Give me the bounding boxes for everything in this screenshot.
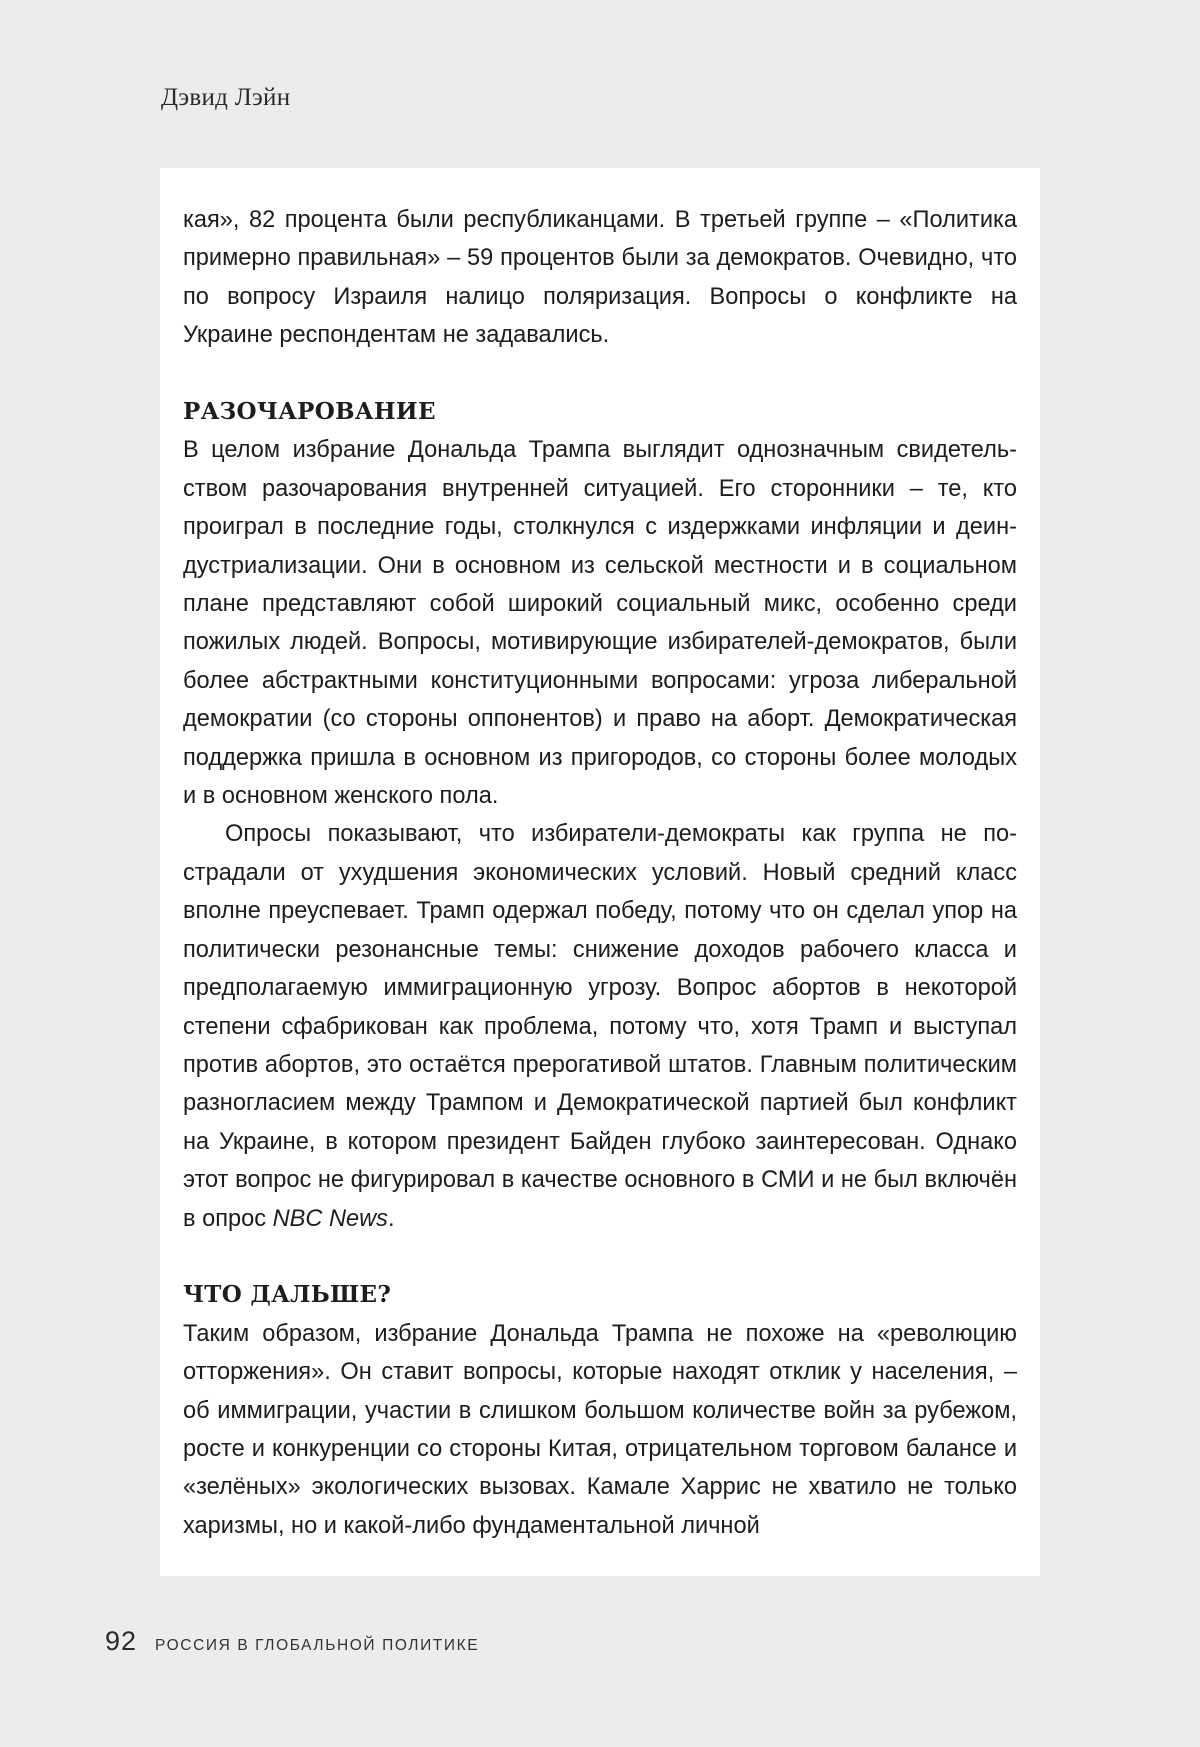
- section2-paragraph-1: Таким образом, избрание Дональда Трампа не похоже на «революцию отторжения». Он ставит вопросы, которые находят отклик у населе­ния, – об иммиграции, участии в слишком большом количестве войн за рубежом, росте и конкуренции со стороны Китая, отрицательном тор­говом балансе и «зелёных» экологических вызовах. Камале Харрис не хватило не только харизмы, но и какой-либо фундаментальной личной: [183, 1315, 1017, 1545]
- section-spacer: [183, 355, 1017, 393]
- section1-paragraph-2-text: Опросы показывают, что избиратели-демократы как группа не по­страдали от ухудшения экономических условий. Новый средний класс вполне преуспевает. Трамп одержал победу, потому что он сделал упор на политически резонансные темы: снижение доходов рабочего класса и предполагаемую иммиграционную угрозу. Вопрос абортов в некоторой степени сфабрикован как проблема, потому что, хотя Трамп и выступал против абортов, это остаётся прерогативой штатов. Главным политиче­ским разногласием между Трампом и Демократической партией был кон­фликт на Украине, в котором президент Байден глубоко заинтересован. Однако этот вопрос не фигурировал в качестве основного в СМИ и не был включён в опрос: [183, 821, 1017, 1231]
- intro-paragraph: кая», 82 процента были республиканцами. В третьей группе – «Политика примерно правильная» – 59 процентов были за демократов. Очевидно, что по вопросу Израиля налицо поляризация. Вопросы о конфликте на Украине респондентам не задавались.: [183, 201, 1017, 355]
- section1-paragraph-2-end: .: [388, 1206, 395, 1232]
- section1-paragraph-2: [183, 815, 1017, 1237]
- section-spacer: [183, 1238, 1017, 1276]
- journal-title: РОССИЯ В ГЛОБАЛЬНОЙ ПОЛИТИКЕ: [155, 1637, 479, 1655]
- page-footer: [105, 1626, 479, 1657]
- article-text-panel: [160, 168, 1040, 1576]
- section1-paragraph-1: В целом избрание Дональда Трампа выглядит однозначным свидетель­ством разочарования внутренней ситуацией. Его сторонники – те, кто проиграл в последние годы, столкнулся с издержками инфляции и деин­дустриализации. Они в основном из сельской местности и в социальном плане представляют собой широкий социальный микс, особенно среди пожилых людей. Вопросы, мотивирующие избирателей-демократов, были более абстрактными конституционными вопросами: угроза либе­ральной демократии (со стороны оппонентов) и право на аборт. Демо­кратическая поддержка пришла в основном из пригородов, со стороны более молодых и в основном женского пола.: [183, 431, 1017, 815]
- running-header-author: Дэвид Лэйн: [161, 84, 290, 112]
- page-number: 92: [105, 1626, 137, 1657]
- source-nbc-news: NBC News: [273, 1206, 388, 1232]
- section-heading-disappointment: РАЗОЧАРОВАНИЕ: [183, 393, 1017, 431]
- section-heading-what-next: ЧТО ДАЛЬШЕ?: [183, 1276, 1017, 1314]
